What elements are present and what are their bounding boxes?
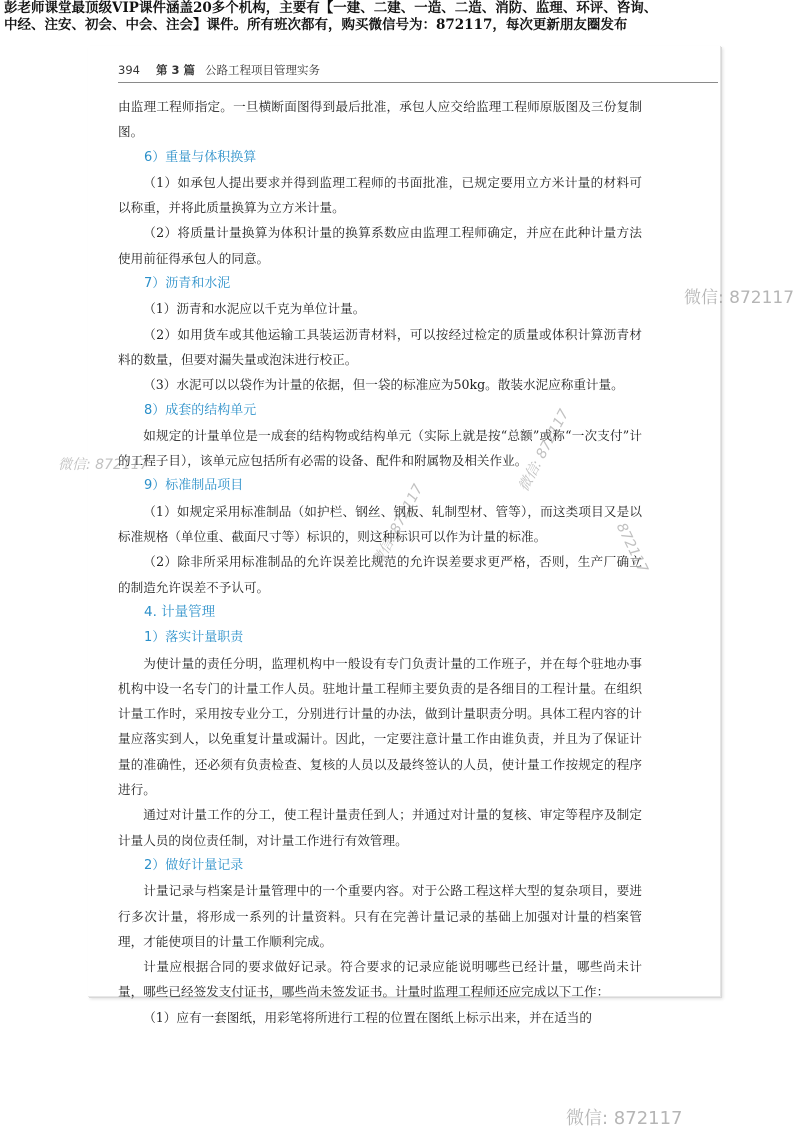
paragraph: （1）如承包人提出要求并得到监理工程师的书面批准，已规定要用立方米计量的材料可以称重，并将此质量换算为立方米计量。 bbox=[118, 174, 642, 216]
watermark-diagonal-1: 微信: 872117 bbox=[515, 406, 573, 495]
paragraph: 由监理工程师指定。一旦横断面图得到最后批准，承包人应交给监理工程师原版图及三份复制图。 bbox=[118, 99, 642, 140]
paragraph: （1）应有一套图纸，用彩笔将所进行工程的位置在图纸上标示出来，并在适当的 bbox=[143, 1009, 592, 1025]
paragraph: 计量记录与档案是计量管理中的一个重要内容。对于公路工程这样大型的复杂项目，要进行多次计量，将形成一系列的计量资料。只有在完善计量记录的基础上加强对计量的档案管理，才能使项目的计量工作顺利完成。 bbox=[118, 883, 642, 949]
paragraph: （1）如规定采用标准制品（如护栏、钢丝、钢板、轧制型材、管等），而这类项目又是以标准规格（单位重、截面尺寸等）标识的，则这种标识可以作为计量的标准。 bbox=[118, 503, 642, 545]
section-heading: 4. 计量管理 bbox=[144, 603, 216, 620]
paragraph: （2）将质量计量换算为体积计量的换算系数应由监理工程师确定，并应在此种计量方法使用前征得承包人的同意。 bbox=[118, 225, 642, 266]
watermark-right: 微信: 872117 bbox=[684, 288, 795, 308]
watermark-diagonal-2: 微信: 872117 bbox=[369, 481, 427, 570]
subsection-heading: 6）重量与体积换算 bbox=[144, 149, 257, 165]
subsection-heading: 9）标准制品项目 bbox=[144, 478, 244, 494]
paragraph: 为使计量的责任分明，监理机构中一般设有专门负责计量的工作班子，并在每个驻地办事机构中设一名专门的计量工作人员。驻地计量工程师主要负责的是各细目的工程计量。在组织计量工作时，采用按专业分工，分别进行计量的办法，做到计量职责分明。具体工程内容的计量应落实到人，以免重复计量或漏计。因此，一定要注意计量工作由谁负责，并且为了保证计量的准确性，还必须有负责检查、复核的人员以及最终签认的人员，使计量工作按规定的程序进行。 bbox=[118, 655, 642, 798]
header-rule bbox=[118, 82, 718, 83]
paragraph: 如规定的计量单位是一成套的结构物或结构单元（实际上就是按“总额”或称“一次支付”计的工程子目），该单元应包括所有必需的设备、配件和附属物及相关作业。 bbox=[118, 427, 642, 469]
running-header bbox=[118, 62, 698, 78]
paragraph: （2）除非所采用标准制品的允许误差比规范的允许误差要求更严格，否则，生产厂确立的制造允许误差不予认可。 bbox=[118, 554, 642, 595]
paragraph: 通过对计量工作的分工，使工程计量责任到人；并通过对计量的复核、审定等程序及制定计量人员的岗位责任制，对计量工作进行有效管理。 bbox=[118, 807, 642, 848]
subsection-heading: 8）成套的结构单元 bbox=[144, 402, 257, 418]
watermark-bottom: 微信: 872117 bbox=[566, 1108, 683, 1129]
watermark-left: 微信: 872117 bbox=[58, 457, 149, 473]
paragraph: （3）水泥可以以袋作为计量的依据，但一袋的标准应为50kg。散装水泥应称重计量。 bbox=[143, 377, 624, 393]
subsection-heading: 7）沥青和水泥 bbox=[144, 276, 231, 292]
paragraph: （2）如用货车或其他运输工具装运沥青材料，可以按经过检定的质量或体积计算沥青材料的数量，但要对漏失量或泡沫进行校正。 bbox=[118, 326, 642, 367]
promo-banner: 彭老师课堂最顶级VIP课件涵盖20多个机构，主要有【一建、二建、一造、二造、消防、监理、环评、咨询、 中经、注安、初会、中会、注会】课件。所有班次都有，购买微信号为：872117，每次更新朋友圈发布 bbox=[4, 0, 658, 33]
page-number: 394 bbox=[118, 63, 140, 77]
part-title: 公路工程项目管理实务 bbox=[204, 63, 320, 77]
subsection-heading: 2）做好计量记录 bbox=[144, 857, 244, 873]
watermark-diagonal-3: 872117 bbox=[612, 520, 651, 576]
paragraph: （1）沥青和水泥应以千克为单位计量。 bbox=[143, 301, 366, 317]
paragraph: 计量应根据合同的要求做好记录。符合要求的记录应能说明哪些已经计量，哪些尚未计量，哪些已经签发支付证书，哪些尚未签发证书。计量时监理工程师还应完成以下工作： bbox=[118, 959, 642, 1000]
part-label: 第 3 篇 bbox=[155, 63, 195, 77]
subsection-heading: 1）落实计量职责 bbox=[144, 630, 244, 646]
